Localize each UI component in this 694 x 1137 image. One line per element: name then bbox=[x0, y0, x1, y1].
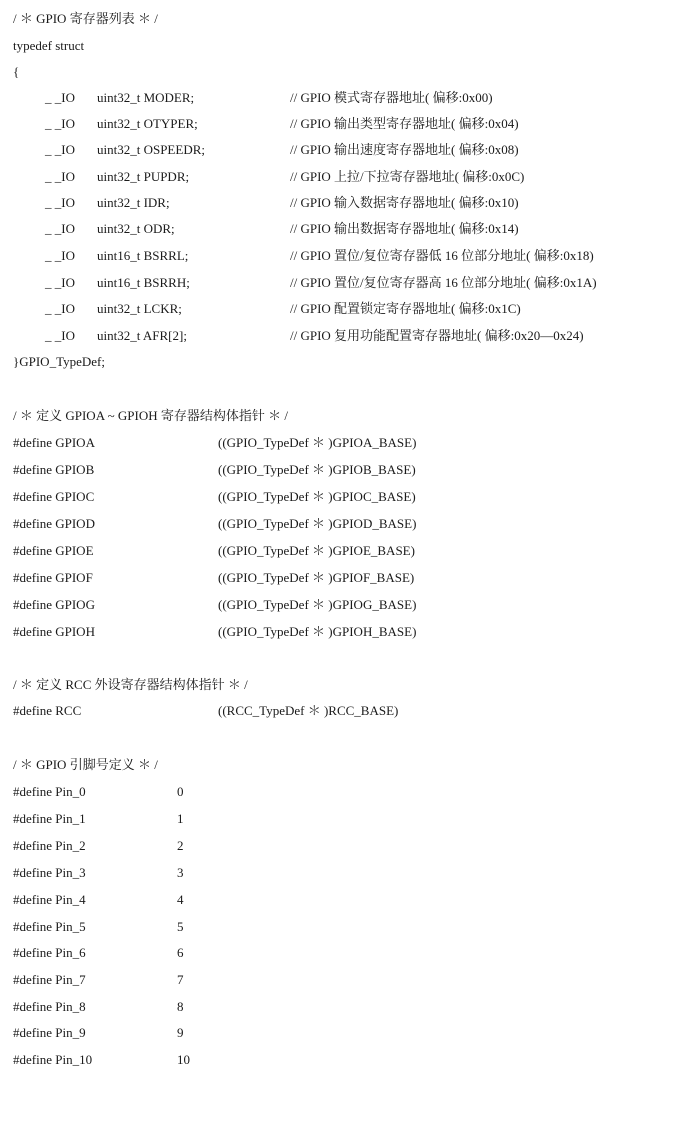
define-value: 10 bbox=[177, 1052, 190, 1067]
field-qualifier: _ _IO bbox=[45, 142, 75, 157]
define-name: #define Pin_1 bbox=[13, 811, 86, 826]
define-name: #define Pin_3 bbox=[13, 865, 86, 880]
field-comment: // GPIO 置位/复位寄存器低 16 位部分地址( 偏移:0x18) bbox=[290, 248, 594, 263]
struct-close: }GPIO_TypeDef; bbox=[13, 354, 105, 369]
define-value: ((GPIO_TypeDef ＊ )GPIOA_BASE) bbox=[218, 435, 417, 450]
define-value: 7 bbox=[177, 972, 184, 987]
define-value: 0 bbox=[177, 784, 184, 799]
define-name: #define Pin_6 bbox=[13, 945, 86, 960]
define-value: ((GPIO_TypeDef ＊ )GPIOB_BASE) bbox=[218, 462, 416, 477]
define-value: 9 bbox=[177, 1025, 184, 1040]
define-value: 8 bbox=[177, 999, 184, 1014]
define-name: #define GPIOA bbox=[13, 435, 95, 450]
pin-define-row bbox=[13, 835, 184, 857]
gpio-define-row bbox=[13, 594, 417, 616]
define-value: 4 bbox=[177, 892, 184, 907]
field-declaration: uint16_t BSRRL; bbox=[97, 248, 189, 263]
define-value: 3 bbox=[177, 865, 184, 880]
field-declaration: uint32_t PUPDR; bbox=[97, 169, 190, 184]
define-name: #define Pin_2 bbox=[13, 838, 86, 853]
define-name: #define Pin_7 bbox=[13, 972, 86, 987]
define-value: ((GPIO_TypeDef ＊ )GPIOD_BASE) bbox=[218, 516, 417, 531]
field-comment: // GPIO 模式寄存器地址( 偏移:0x00) bbox=[290, 90, 493, 105]
field-qualifier: _ _IO bbox=[45, 248, 75, 263]
define-name: #define Pin_4 bbox=[13, 892, 86, 907]
field-qualifier: _ _IO bbox=[45, 221, 75, 236]
field-declaration: uint32_t ODR; bbox=[97, 221, 175, 236]
define-name: #define Pin_8 bbox=[13, 999, 86, 1014]
pin-define-row bbox=[13, 808, 184, 830]
field-declaration: uint32_t OSPEEDR; bbox=[97, 142, 205, 157]
pin-section-comment: / ＊ GPIO 引脚号定义 ＊ / bbox=[13, 757, 158, 772]
field-comment: // GPIO 配置锁定寄存器地址( 偏移:0x1C) bbox=[290, 301, 521, 316]
struct-field bbox=[13, 298, 521, 320]
gpio-define-row bbox=[13, 459, 416, 481]
open-brace: { bbox=[13, 64, 20, 79]
define-value: 6 bbox=[177, 945, 184, 960]
field-qualifier: _ _IO bbox=[45, 301, 75, 316]
field-qualifier: _ _IO bbox=[45, 195, 75, 210]
field-declaration: uint32_t MODER; bbox=[97, 90, 195, 105]
gpio-define-row bbox=[13, 513, 417, 535]
struct-field bbox=[13, 218, 519, 240]
struct-field bbox=[13, 325, 584, 347]
define-value: ((GPIO_TypeDef ＊ )GPIOE_BASE) bbox=[218, 543, 415, 558]
typedef-line: typedef struct bbox=[13, 38, 85, 53]
pin-define-row bbox=[13, 942, 184, 964]
define-value: 5 bbox=[177, 919, 184, 934]
gpio-define-row bbox=[13, 621, 417, 643]
define-name: #define Pin_5 bbox=[13, 919, 86, 934]
field-declaration: uint32_t LCKR; bbox=[97, 301, 182, 316]
pin-define-row bbox=[13, 1022, 184, 1044]
define-value: 1 bbox=[177, 811, 184, 826]
pin-define-row bbox=[13, 996, 184, 1018]
field-comment: // GPIO 复用功能配置寄存器地址( 偏移:0x20—0x24) bbox=[290, 328, 584, 343]
gpio-section-comment: / ＊ 定义 GPIOA ~ GPIOH 寄存器结构体指针 ＊ / bbox=[13, 408, 288, 423]
struct-comment: / ＊ GPIO 寄存器列表 ＊ / bbox=[13, 11, 158, 26]
field-qualifier: _ _IO bbox=[45, 169, 75, 184]
field-declaration: uint32_t AFR[2]; bbox=[97, 328, 187, 343]
pin-define-row bbox=[13, 889, 184, 911]
define-name: #define GPIOB bbox=[13, 462, 95, 477]
field-declaration: uint32_t IDR; bbox=[97, 195, 170, 210]
gpio-define-row bbox=[13, 486, 416, 508]
struct-field bbox=[13, 272, 597, 294]
field-comment: // GPIO 输入数据寄存器地址( 偏移:0x10) bbox=[290, 195, 519, 210]
define-name: #define GPIOF bbox=[13, 570, 93, 585]
field-comment: // GPIO 输出速度寄存器地址( 偏移:0x08) bbox=[290, 142, 519, 157]
define-value: 2 bbox=[177, 838, 184, 853]
define-value: ((GPIO_TypeDef ＊ )GPIOF_BASE) bbox=[218, 570, 415, 585]
struct-field bbox=[13, 192, 519, 214]
field-qualifier: _ _IO bbox=[45, 116, 75, 131]
define-value: ((GPIO_TypeDef ＊ )GPIOG_BASE) bbox=[218, 597, 417, 612]
define-name: #define GPIOG bbox=[13, 597, 95, 612]
define-name: #define Pin_9 bbox=[13, 1025, 86, 1040]
field-comment: // GPIO 输出数据寄存器地址( 偏移:0x14) bbox=[290, 221, 519, 236]
struct-field bbox=[13, 87, 493, 109]
define-name: #define GPIOC bbox=[13, 489, 95, 504]
pin-define-row bbox=[13, 916, 184, 938]
field-declaration: uint32_t OTYPER; bbox=[97, 116, 198, 131]
field-qualifier: _ _IO bbox=[45, 275, 75, 290]
field-qualifier: _ _IO bbox=[45, 328, 75, 343]
struct-field bbox=[13, 245, 594, 267]
define-value: ((GPIO_TypeDef ＊ )GPIOH_BASE) bbox=[218, 624, 417, 639]
field-qualifier: _ _IO bbox=[45, 90, 75, 105]
struct-field bbox=[13, 113, 519, 135]
gpio-define-row bbox=[13, 432, 417, 454]
gpio-define-row bbox=[13, 567, 415, 589]
rcc-section-comment: / ＊ 定义 RCC 外设寄存器结构体指针 ＊ / bbox=[13, 677, 248, 692]
pin-define-row bbox=[13, 969, 184, 991]
field-comment: // GPIO 上拉/下拉寄存器地址( 偏移:0x0C) bbox=[290, 169, 525, 184]
struct-field bbox=[13, 139, 519, 161]
field-declaration: uint16_t BSRRH; bbox=[97, 275, 190, 290]
rcc-define-row bbox=[13, 700, 399, 722]
define-name: #define RCC bbox=[13, 703, 82, 718]
define-name: #define GPIOH bbox=[13, 624, 95, 639]
pin-define-row bbox=[13, 781, 184, 803]
field-comment: // GPIO 输出类型寄存器地址( 偏移:0x04) bbox=[290, 116, 519, 131]
pin-define-row bbox=[13, 862, 184, 884]
define-name: #define GPIOE bbox=[13, 543, 94, 558]
pin-define-row bbox=[13, 1049, 190, 1071]
define-name: #define Pin_0 bbox=[13, 784, 86, 799]
gpio-define-row bbox=[13, 540, 415, 562]
define-value: ((RCC_TypeDef ＊ )RCC_BASE) bbox=[218, 703, 399, 718]
define-name: #define GPIOD bbox=[13, 516, 95, 531]
define-name: #define Pin_10 bbox=[13, 1052, 93, 1067]
field-comment: // GPIO 置位/复位寄存器高 16 位部分地址( 偏移:0x1A) bbox=[290, 275, 597, 290]
struct-field bbox=[13, 166, 525, 188]
define-value: ((GPIO_TypeDef ＊ )GPIOC_BASE) bbox=[218, 489, 416, 504]
